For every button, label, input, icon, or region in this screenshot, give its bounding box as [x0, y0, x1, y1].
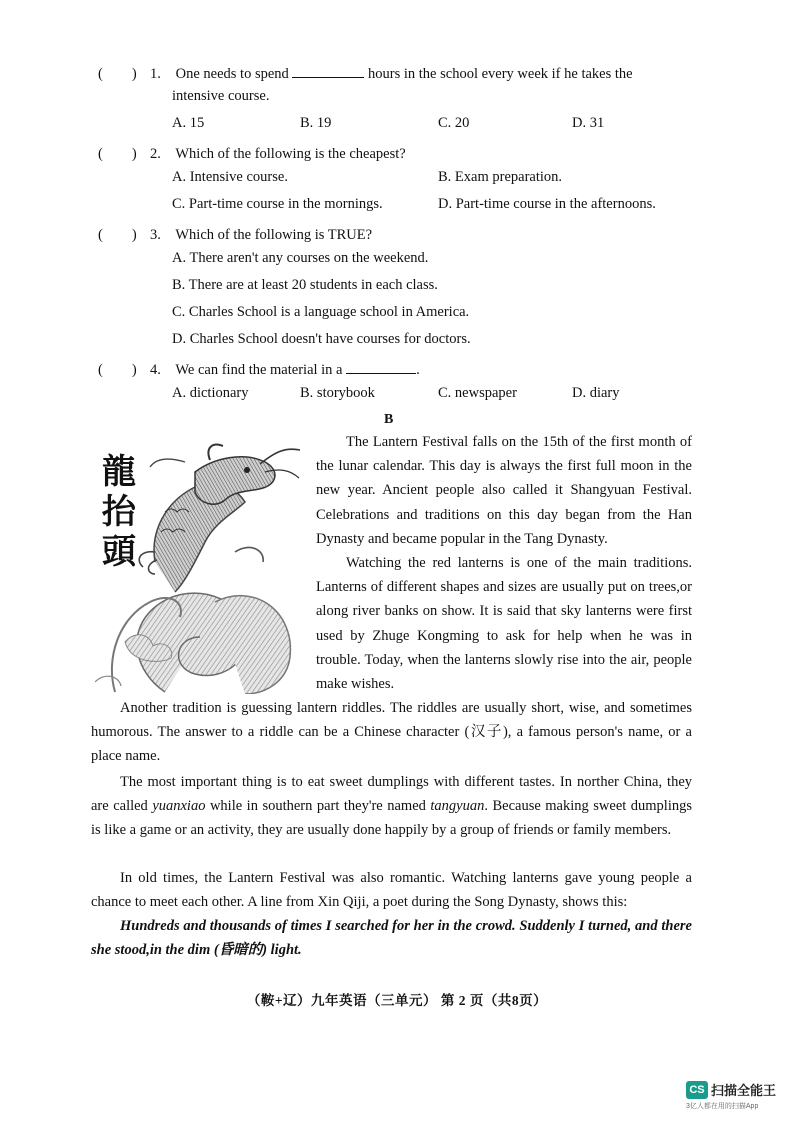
answer-bracket[interactable]: ( ) — [98, 362, 137, 378]
term-yuanxiao: yuanxiao — [152, 798, 206, 815]
option-a[interactable]: A. Intensive course. — [172, 169, 288, 185]
answer-bracket[interactable]: ( ) — [98, 66, 137, 82]
calligraphy-char: 頭 — [102, 532, 136, 572]
passage-paragraph-4 — [91, 770, 692, 843]
text-segment: . Because making sweet dumplings is like a game or an activity, they are usually done happily by a group of friends or family members. — [91, 798, 692, 839]
question-number: 4. — [150, 362, 161, 378]
option-c[interactable]: C. Charles School is a language school in America. — [172, 304, 470, 320]
question-text: One needs to spend — [175, 66, 289, 82]
option-b[interactable]: B. storybook — [300, 385, 375, 401]
calligraphy-title — [99, 452, 139, 572]
term-tangyuan: tangyuan — [430, 798, 485, 815]
question-number: 2. — [150, 146, 161, 162]
option-b[interactable]: B. 19 — [300, 115, 332, 131]
option-a[interactable]: A. 15 — [172, 115, 205, 131]
passage-paragraph-5: In old times, the Lantern Festival was also romantic. Watching lanterns gave young people a chance to meet each other. A line from Xin Qiji, a poet during the Song Dynasty, shows this: — [91, 870, 692, 911]
scanner-tagline: 3亿人都在用的扫描App — [686, 1103, 759, 1110]
passage-paragraph-3: Another tradition is guessing lantern riddles. The riddles are usually short, wise, and sometimes humorous. The answer to a riddle can be a Chinese character (汉子), a famous person's name, or a place name. — [91, 700, 692, 765]
question-number: 3. — [150, 227, 161, 243]
question-2 — [98, 142, 406, 163]
question-number: 1. — [150, 66, 161, 82]
option-a[interactable]: A. There aren't any courses on the weekend. — [172, 250, 429, 266]
option-c[interactable]: C. newspaper — [438, 385, 517, 401]
scanner-app-name: 扫描全能王 — [711, 1083, 777, 1098]
answer-blank[interactable] — [292, 65, 364, 78]
passage-quote: Hundreds and thousands of times I searched for her in the crowd. Suddenly I turned, and there she stood,in the dim (昏暗的) light. — [91, 918, 692, 959]
question-text: hours in the school every week if he takes the — [368, 66, 633, 82]
option-d[interactable]: D. Charles School doesn't have courses for doctors. — [172, 331, 471, 347]
option-c[interactable]: C. Part-time course in the mornings. — [172, 196, 383, 212]
option-c[interactable]: C. 20 — [438, 115, 470, 131]
section-heading: B — [384, 412, 394, 427]
question-4 — [98, 358, 420, 379]
question-text: Which of the following is TRUE? — [175, 227, 373, 243]
question-text: . — [416, 362, 420, 378]
passage-paragraph-2: Watching the red lanterns is one of the main traditions. Lanterns of different shapes and sizes are usually put on trees,or along river banks on show. It is said that sky lanterns were first used by Zhuge Kongming to ask for help when he was in trouble. Today, when the lanterns slowly rise into the air, people make wishes. — [316, 555, 692, 693]
dragon-illustration — [95, 442, 303, 694]
question-text: Which of the following is the cheapest? — [175, 146, 406, 162]
calligraphy-char: 抬 — [102, 492, 136, 532]
question-1 — [98, 62, 633, 83]
option-b[interactable]: B. Exam preparation. — [438, 169, 563, 185]
answer-bracket[interactable]: ( ) — [98, 227, 137, 243]
answer-bracket[interactable]: ( ) — [98, 146, 137, 162]
question-3 — [98, 223, 372, 244]
option-d[interactable]: D. diary — [572, 385, 620, 401]
option-d[interactable]: D. Part-time course in the afternoons. — [438, 196, 656, 212]
option-a[interactable]: A. dictionary — [172, 385, 249, 401]
text-segment: while in southern part they're named — [205, 798, 431, 815]
option-d[interactable]: D. 31 — [572, 115, 605, 131]
question-text-continued: intensive course. — [172, 88, 270, 104]
page-footer: （鞍+辽）九年英语（三单元） 第 2 页（共8页） — [246, 993, 548, 1008]
question-text: We can find the material in a — [175, 362, 343, 378]
calligraphy-char: 龍 — [102, 452, 136, 492]
answer-blank[interactable] — [346, 361, 416, 374]
option-b[interactable]: B. There are at least 20 students in each class. — [172, 277, 438, 293]
passage-paragraph-1: The Lantern Festival falls on the 15th of the first month of the lunar calendar. This day is always the first full moon in the new year. Ancient people also called it Shangyuan Festival. Celebrations and traditions on this day began from the Han Dynasty and became popular in the Tang Dynasty. — [316, 434, 692, 547]
scanner-logo-icon: CS — [686, 1081, 708, 1099]
text-segment: The most important thing is to eat sweet dumplings with different tastes. In norther China, they are called — [91, 774, 692, 815]
